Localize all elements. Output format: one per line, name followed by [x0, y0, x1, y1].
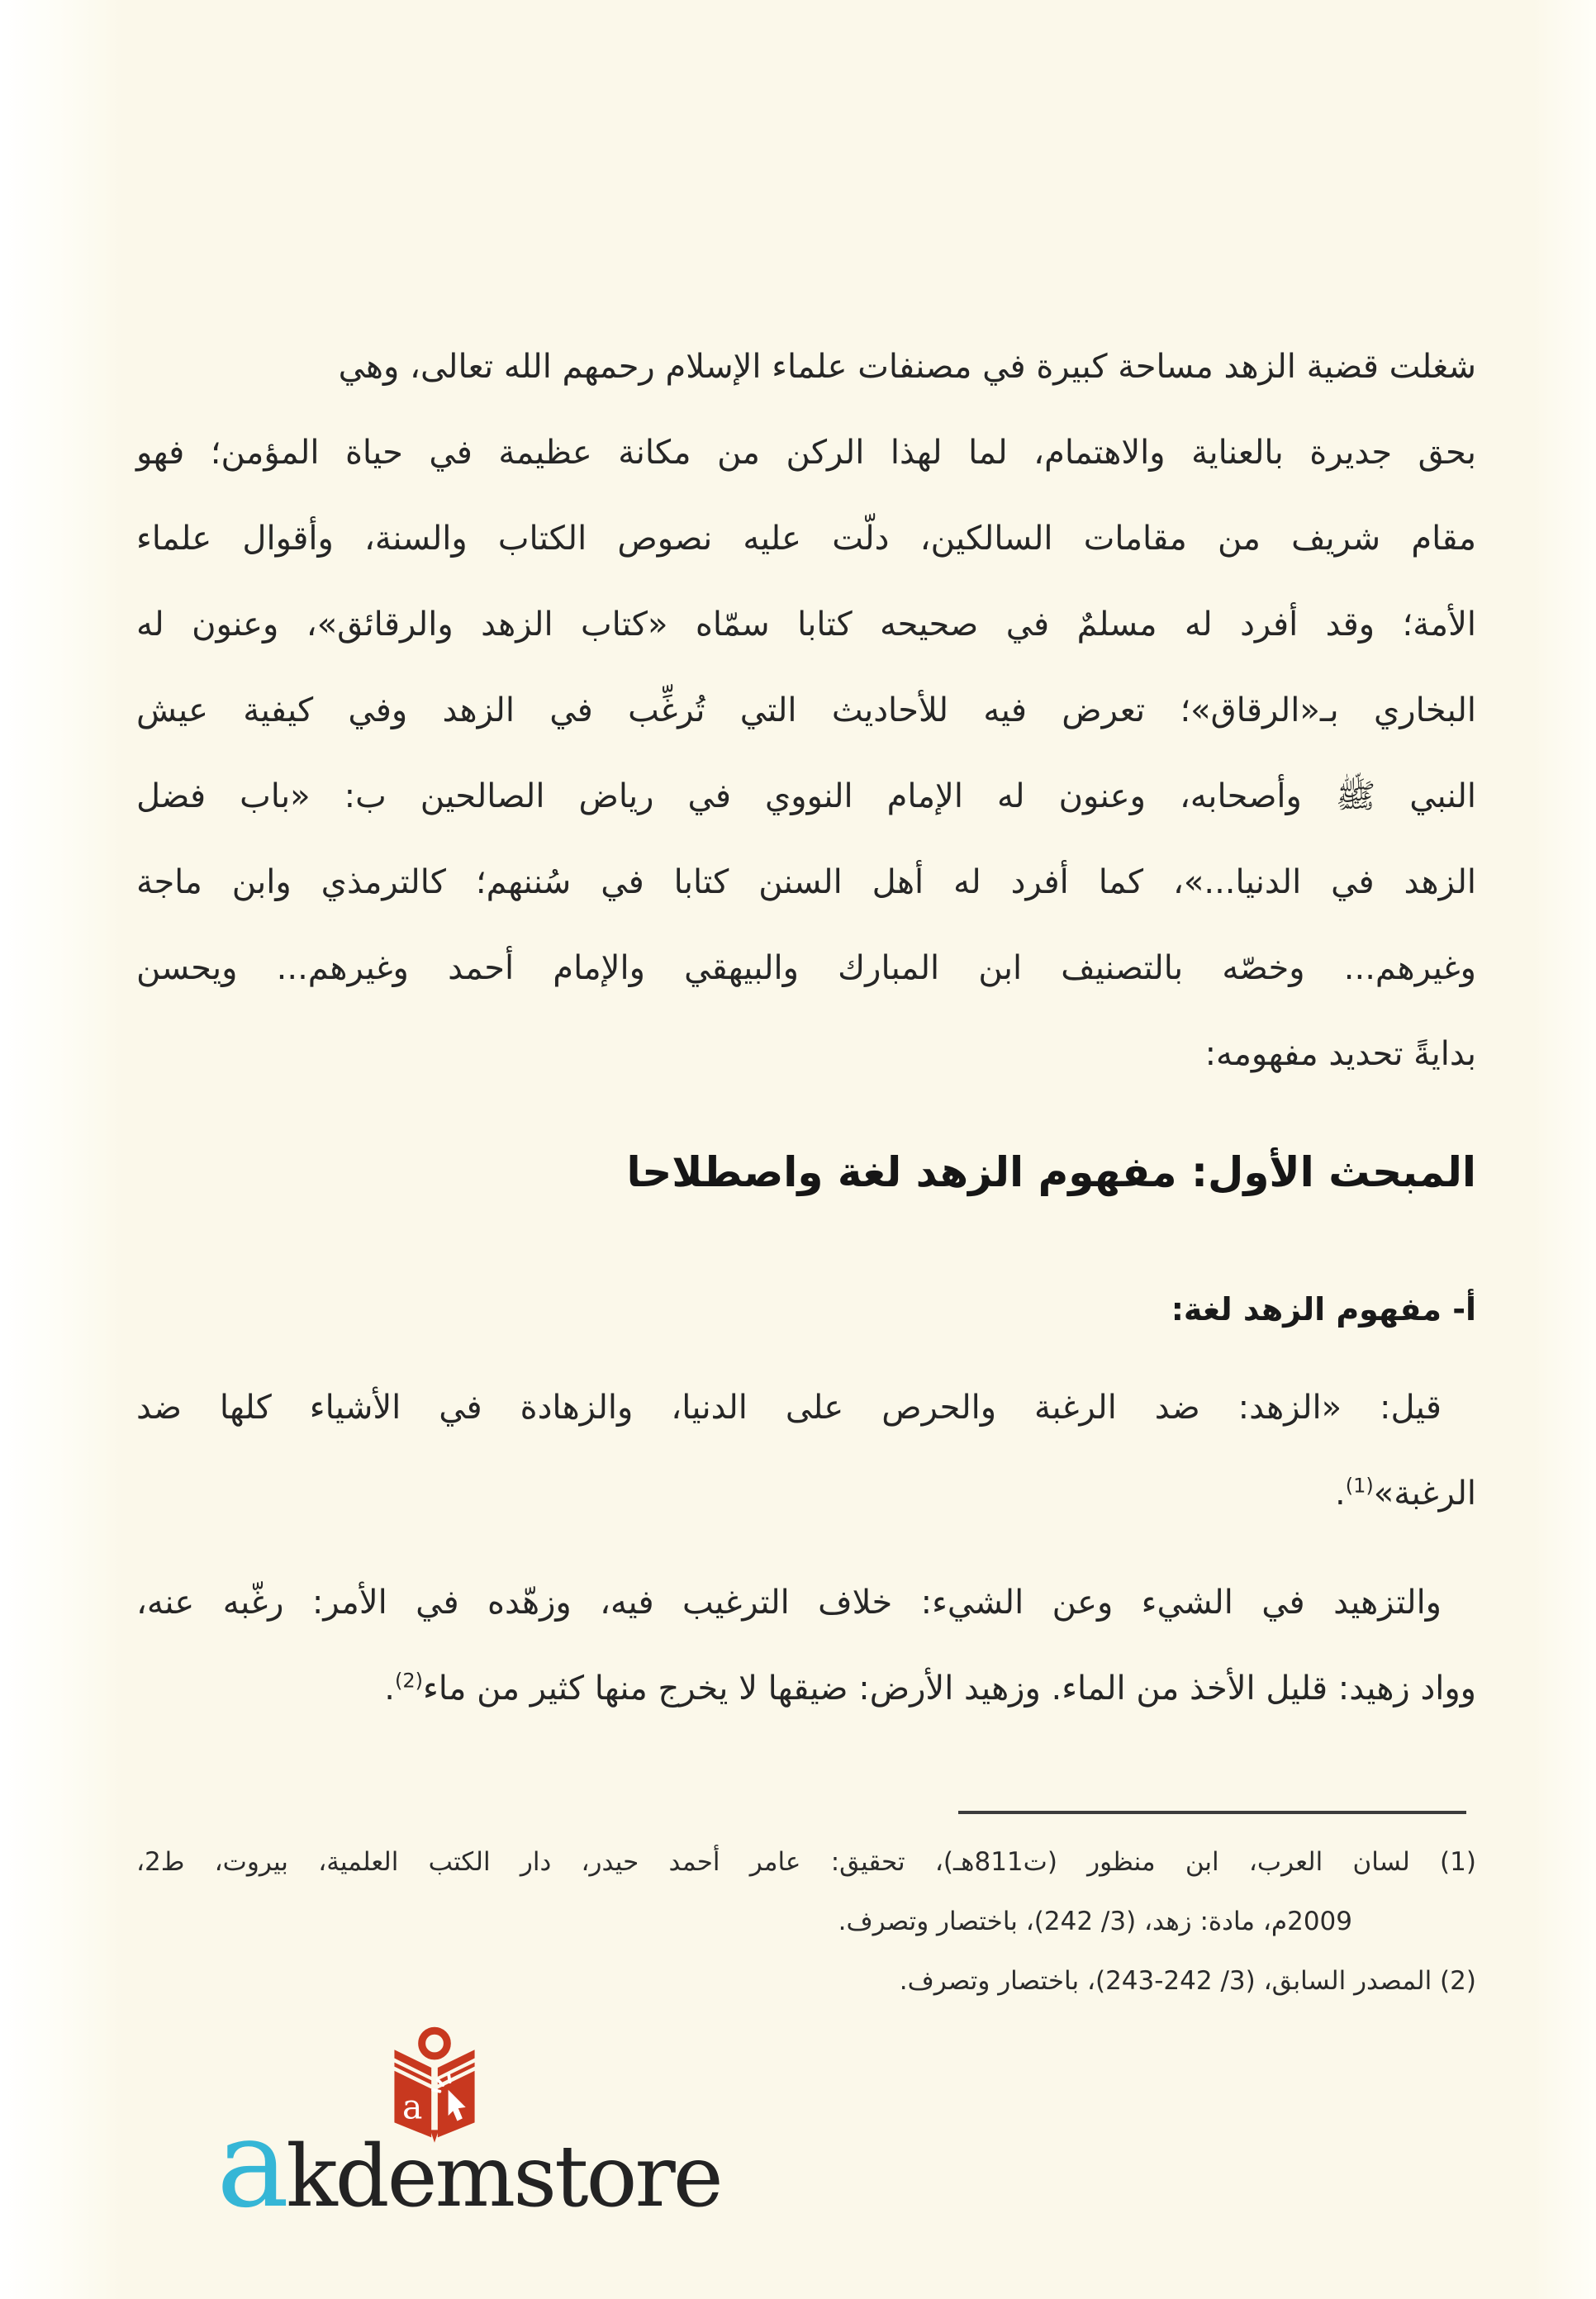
- paragraph-line: وغيرهم... وخصّه بالتصنيف ابن المبارك والبيهقي والإمام أحمد وغيرهم... ويحسن: [136, 949, 1476, 987]
- footnote-divider: [958, 1811, 1466, 1814]
- footnote-2: (2) المصدر السابق، (3/ 242-243)، باختصار وتصرف.: [899, 1966, 1476, 1996]
- paragraph-line: قيل: «الزهد: ضد الرغبة والحرص على الدنيا، والزهادة في الأشياء كلها ضد: [136, 1389, 1442, 1427]
- brand-wordmark: [216, 2092, 721, 2235]
- lexical-paragraph: [136, 1560, 1476, 1731]
- line-text: وواد زهيد: قليل الأخذ من الماء. وزهيد الأرض: ضيقها لا يخرج منها كثير من ماء: [423, 1670, 1476, 1708]
- footnotes-block: [136, 1811, 1476, 2011]
- paragraph-line: شغلت قضية الزهد مساحة كبيرة في مصنفات علماء الإسلام رحمهم الله تعالى، وهي: [338, 348, 1476, 386]
- footnote-marker-1: (1): [1345, 1474, 1374, 1498]
- subsection-heading: أ- مفهوم الزهد لغة:: [1171, 1291, 1476, 1328]
- main-text-block: [136, 324, 1476, 1731]
- brand-rest: kdemstore: [286, 2127, 721, 2226]
- footnote-line: (1) لسان العرب، ابن منظور (ت811هـ)، تحقيق: عامر أحمد حيدر، دار الكتب العلمية، بيروت، ط2،: [136, 1847, 1476, 1877]
- section-heading: المبحث الأول: مفهوم الزهد لغة واصطلاحا: [626, 1148, 1476, 1196]
- paragraph-line: مقام شريف من مقامات السالكين، دلّت عليه نصوص الكتاب والسنة، وأقوال علماء: [136, 520, 1476, 558]
- paragraph-line: البخاري بـ«الرقاق»؛ تعرض فيه للأحاديث التي تُرغِّب في الزهد وفي كيفية عيش: [136, 691, 1476, 729]
- paragraph-line: [136, 1451, 1476, 1537]
- paragraph-line: الأمة؛ وقد أفرد له مسلمٌ في صحيحه كتابا سمّاه «كتاب الزهد والرقائق»، وعنون له: [136, 606, 1476, 644]
- paragraph-line: بدايةً تحديد مفهومه:: [1204, 1035, 1476, 1073]
- paragraph-line: النبي ﷺ وأصحابه، وعنون له الإمام النووي في رياض الصالحين ب: «باب فضل: [136, 777, 1476, 815]
- line-text: .: [1334, 1475, 1346, 1513]
- footnote-marker-2: (2): [394, 1669, 423, 1693]
- akdemstore-logo: [216, 2022, 721, 2235]
- book-arch: [422, 2031, 448, 2056]
- paragraph-line: بحق جديرة بالعناية والاهتمام، لما لهذا الركن من مكانة عظيمة في حياة المؤمن؛ فهو: [136, 434, 1476, 472]
- paragraph-line: والتزهيد في الشيء وعن الشيء: خلاف الترغيب فيه، وزهّده في الأمر: رغّبه عنه،: [136, 1584, 1442, 1622]
- footnote-1: [136, 1832, 1476, 1951]
- line-text: الرغبة»: [1373, 1475, 1476, 1513]
- paragraph-line: الزهد في الدنيا...»، كما أفرد له أهل السنن كتابا في سُننهم؛ كالترمذي وابن ماجة: [136, 863, 1476, 901]
- paragraph-line: [136, 1646, 1476, 1731]
- footnote-line: 2009م، مادة: زهد، (3/ 242)، باختصار وتصرف.: [838, 1907, 1352, 1936]
- brand-letter-a: a: [216, 2092, 287, 2235]
- definition-paragraph: [136, 1365, 1476, 1537]
- book-icon-letter: a: [401, 2087, 423, 2127]
- opening-paragraph: [136, 324, 1476, 1097]
- line-text: .: [384, 1670, 395, 1708]
